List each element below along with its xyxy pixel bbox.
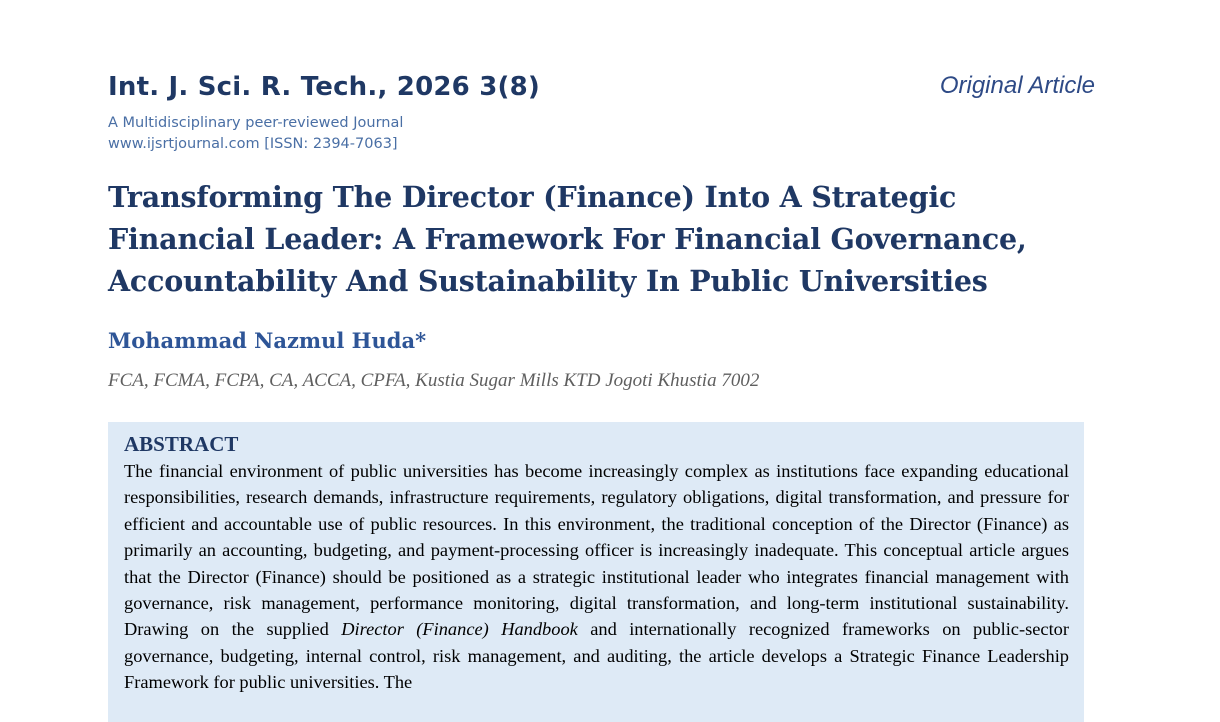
paper-title: Transforming The Director (Finance) Into A Strategic Financial Leader: A Framework For Financial Governance, Accountability And Sustainability In Public Universities <box>108 180 1027 298</box>
author-name: Mohammad Nazmul Huda* <box>108 328 427 353</box>
abstract-text-part1: The financial environment of public universities has become increasingly complex as institutions face expanding educational responsibilities, research demands, infrastructure requirements, regulatory obligations, digital transformation, and pressure for efficient and accountable use of public resources. In this environment, the traditional conception of the Director (Finance) as primarily an accounting, budgeting, and payment-processing officer is increasingly inadequate. This conceptual article argues that the Director (Finance) should be positioned as a strategic institutional leader who integrates financial management with governance, risk management, performance monitoring, digital transformation, and long-term institutional sustainability. Drawing on the supplied <box>124 461 1069 640</box>
abstract-heading: ABSTRACT <box>124 432 239 456</box>
journal-info <box>108 113 403 155</box>
abstract-box <box>108 422 1084 722</box>
author-affiliation: FCA, FCMA, FCPA, CA, ACCA, CPFA, Kustia Sugar Mills KTD Jogoti Khustia 7002 <box>108 370 760 391</box>
abstract-handbook-title: Director (Finance) Handbook <box>341 619 578 640</box>
journal-title: Int. J. Sci. R. Tech., 2026 3(8) <box>108 72 540 102</box>
abstract-text-part2: and internationally recognized frameworks on public-sector governance, budgeting, internal control, risk management, and auditing, the article develops a Strategic Finance Leadership Framework for public universities. The <box>124 619 1070 693</box>
abstract-body <box>124 458 1069 696</box>
article-type-label: Original Article <box>939 72 1095 99</box>
journal-subtitle: A Multidisciplinary peer-reviewed Journal <box>108 115 404 131</box>
journal-website: www.ijsrtjournal.com [ISSN: 2394-7063] <box>108 136 398 152</box>
